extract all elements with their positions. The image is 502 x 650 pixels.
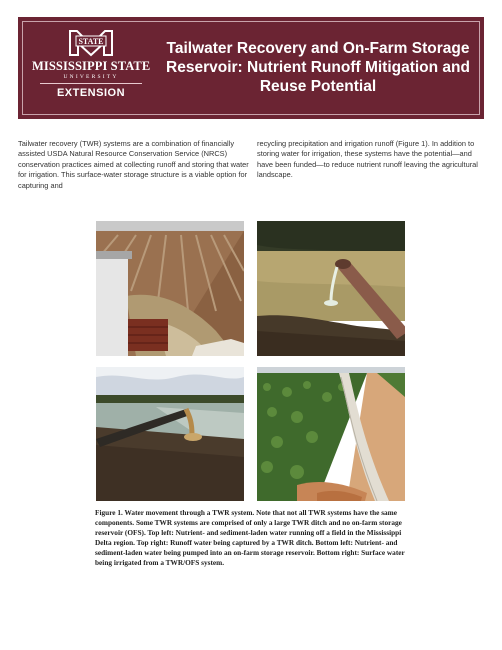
shield-text: STATE xyxy=(78,37,104,46)
photo-irrigation xyxy=(257,367,405,501)
intro-left-column: Tailwater recovery (TWR) systems are a combination of financially assisted USDA Natural Resource Conservation Service (NRCS) conservation practices aimed at collecting runoff and storing that water for irrigation. This surface-water storage structure is a viable option for capturing and xyxy=(18,139,249,190)
figure-caption: Figure 1. Water movement through a TWR system. Note that not all TWR systems have the same components. Some TWR systems are comprised of only a large TWR ditch and no on-farm storage reservoir (OFS). Top left: Nutrient- and sediment-laden water running off a field in the Mississippi Delta region. Top right: Runoff water being captured by a TWR ditch. Bottom left: Nutrient- and sediment-laden water being pumped into an on-farm storage reservoir. Bottom right: Surface water being irrigated from a TWR/OFS system. xyxy=(95,508,405,567)
photo-field-runoff xyxy=(96,221,244,356)
logo-name: MISSISSIPPI STATE xyxy=(32,59,151,73)
logo-divider xyxy=(40,83,142,84)
photo-reservoir-pump xyxy=(96,367,244,501)
logo-unit: EXTENSION xyxy=(56,87,126,99)
document-title: Tailwater Recovery and On-Farm Storage Reservoir: Nutrient Runoff Mitigation and Reuse Potential xyxy=(166,40,470,95)
header-banner xyxy=(18,17,484,119)
logo-university: UNIVERSITY xyxy=(63,74,119,80)
intro-right-column: recycling precipitation and irrigation runoff (Figure 1). In addition to storing water for irrigation, these systems have the potential—and have been funded—to reduce nutrient runoff leaving the agricultural landscape. xyxy=(257,139,478,180)
msu-extension-logo xyxy=(32,27,150,111)
m-shield-icon xyxy=(67,27,115,57)
photo-twr-ditch xyxy=(257,221,405,356)
